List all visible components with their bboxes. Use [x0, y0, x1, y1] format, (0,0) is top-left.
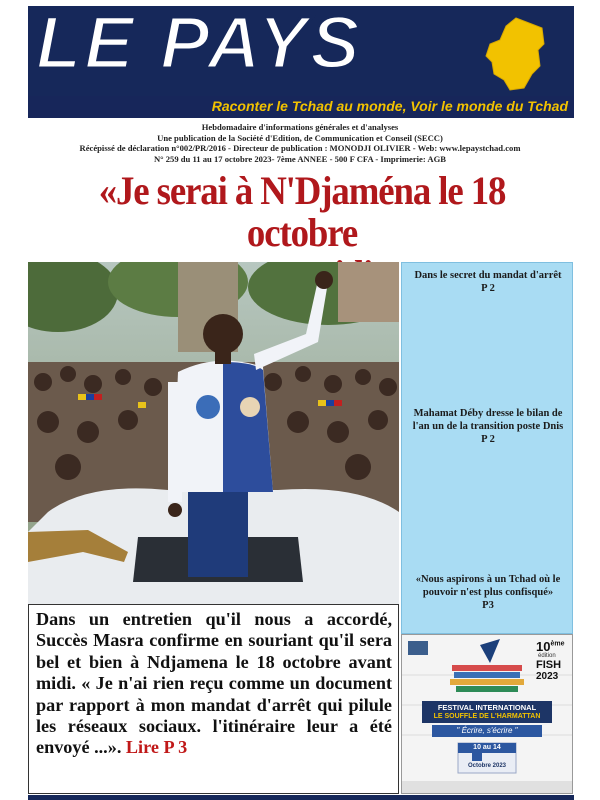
sidebar-item[interactable] [408, 573, 568, 612]
festival-subtitle: LE SOUFFLE DE L'HARMATTAN [433, 713, 541, 720]
sidebar-item[interactable] [408, 407, 568, 446]
bottom-strip [28, 795, 574, 800]
festival-dates: 10 au 14 [473, 744, 501, 751]
sidebar-item-title: Dans le secret du mandat d'arrêt [414, 270, 562, 281]
sidebar-item-page: P 2 [481, 434, 495, 445]
info-line: Récépissé de déclaration n°002/PR/2016 - Directeur de publication : MONODJI OLIVIER - Web: www.lepaystchad.com [79, 143, 521, 153]
newspaper-title: LE PAYS [36, 6, 363, 84]
masthead [28, 6, 574, 118]
sidebar-item-page: P 2 [481, 283, 495, 294]
info-line: Hebdomadaire d'informations générales et d'analyses [201, 122, 399, 132]
publication-info [0, 122, 600, 164]
festival-title: FESTIVAL INTERNATIONAL [437, 703, 537, 712]
fish-label: FISH [536, 659, 562, 671]
info-line: N° 259 du 11 au 17 octobre 2023- 7ème ANNEE - 500 F CFA - Imprimerie: AGB [153, 153, 447, 164]
sidebar-item[interactable] [408, 269, 568, 295]
headline-line: «Je serai à N'Djaména le 18 octobre [98, 168, 506, 255]
fish-year: 2023 [536, 671, 559, 682]
sidebar-item-page: P3 [482, 600, 494, 611]
tagline: Raconter le Tchad au monde, Voir le monde du Tchad [211, 98, 568, 114]
info-line: Une publication de la Société d'Edition, de Communication et Conseil (SECC) [157, 132, 443, 143]
edition-number: 10ème [536, 639, 565, 654]
festival-ad[interactable] [401, 634, 573, 794]
lead-article [28, 604, 399, 794]
calendar-icon [472, 753, 482, 761]
edition-label: édition [538, 653, 556, 659]
read-more-link[interactable]: Lire P 3 [125, 737, 188, 758]
festival-month: Octobre 2023 [467, 763, 507, 769]
festival-slogan: " Écrire, s'écrire " [456, 726, 518, 735]
chad-map-icon [464, 14, 564, 94]
sidebar-item-title: Mahamat Déby dresse le bilan de l'an un de la transition poste Dnis [412, 408, 564, 432]
sidebar-summary [401, 262, 573, 634]
sidebar-item-title: «Nous aspirons à un Tchad où le pouvoir n'est plus confisqué» [415, 574, 561, 598]
lead-text: Dans un entretien qu'il nous a accordé, Succès Masra confirme en souriant qu'il sera bel et bien à Ndjamena le 18 octobre avant midi. « Je n'ai rien reçu comme un document par rapport à mon mandat d'arrêt qui pilule les réseaux sociaux. l'itinéraire leur a été envoyé ...». [36, 609, 392, 758]
cover-photo [28, 262, 399, 604]
